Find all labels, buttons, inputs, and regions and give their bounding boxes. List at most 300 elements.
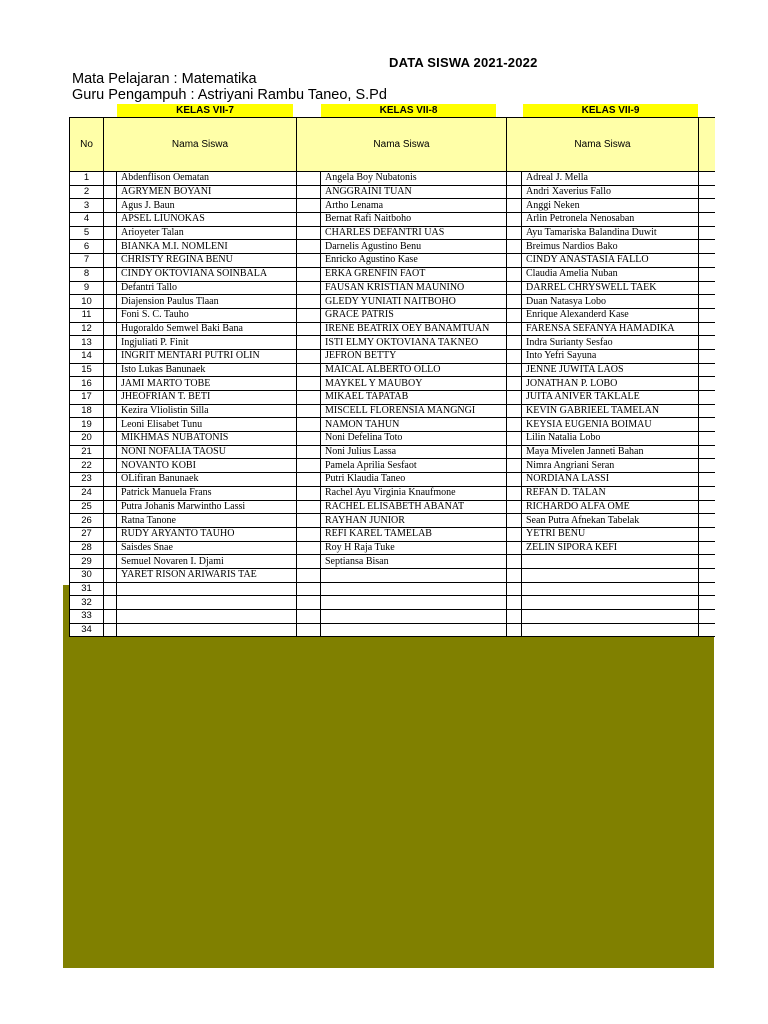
extra-cell bbox=[699, 172, 715, 186]
spacer-cell bbox=[507, 541, 522, 555]
student-name-vii-8: GRACE PATRIS bbox=[321, 308, 507, 322]
student-name-vii-9: YETRI BENU bbox=[522, 527, 699, 541]
spacer-cell bbox=[104, 623, 117, 637]
table-row bbox=[70, 240, 715, 254]
spacer-cell bbox=[297, 281, 321, 295]
student-name-vii-8: CHARLES DEFANTRI UAS bbox=[321, 226, 507, 240]
extra-cell bbox=[699, 322, 715, 336]
student-name-vii-9: Andri Xaverius Fallo bbox=[522, 185, 699, 199]
spacer-cell bbox=[297, 185, 321, 199]
spacer-cell bbox=[104, 418, 117, 432]
student-name-vii-8 bbox=[321, 610, 507, 624]
spacer-cell bbox=[507, 418, 522, 432]
spacer-cell bbox=[297, 404, 321, 418]
student-name-vii-8: ISTI ELMY OKTOVIANA TAKNEO bbox=[321, 336, 507, 350]
table-row bbox=[70, 500, 715, 514]
extra-cell bbox=[699, 281, 715, 295]
extra-cell bbox=[699, 514, 715, 528]
student-name-vii-9: Lilin Natalia Lobo bbox=[522, 432, 699, 446]
spacer-cell bbox=[297, 213, 321, 227]
spacer-cell bbox=[104, 596, 117, 610]
spacer-cell bbox=[297, 459, 321, 473]
table-row bbox=[70, 473, 715, 487]
extra-cell bbox=[699, 568, 715, 582]
student-name-vii-7: BIANKA M.I. NOMLENI bbox=[117, 240, 297, 254]
spacer-cell bbox=[507, 267, 522, 281]
table-row bbox=[70, 281, 715, 295]
spacer-cell bbox=[104, 254, 117, 268]
spacer-cell bbox=[104, 486, 117, 500]
spacer-cell bbox=[507, 432, 522, 446]
spacer-cell bbox=[507, 295, 522, 309]
row-number: 5 bbox=[70, 226, 104, 240]
student-name-vii-9: Claudia Amelia Nuban bbox=[522, 267, 699, 281]
student-name-vii-8 bbox=[321, 596, 507, 610]
student-name-vii-9: Adreal J. Mella bbox=[522, 172, 699, 186]
class-label-vii-8: KELAS VII-8 bbox=[321, 104, 496, 118]
student-name-vii-8: Roy H Raja Tuke bbox=[321, 541, 507, 555]
table-row bbox=[70, 377, 715, 391]
spacer-cell bbox=[104, 527, 117, 541]
spacer-cell bbox=[297, 527, 321, 541]
student-name-vii-9: Maya Mivelen Janneti Bahan bbox=[522, 445, 699, 459]
student-name-vii-7: OLifiran Banunaek bbox=[117, 473, 297, 487]
spacer-cell bbox=[507, 281, 522, 295]
student-name-vii-8 bbox=[321, 582, 507, 596]
student-name-vii-8: Septiansa Bisan bbox=[321, 555, 507, 569]
student-name-vii-8: MIKAEL TAPATAB bbox=[321, 391, 507, 405]
spacer-cell bbox=[297, 377, 321, 391]
student-name-vii-9: FARENSA SEFANYA HAMADIKA bbox=[522, 322, 699, 336]
student-name-vii-9: Breimus Nardios Bako bbox=[522, 240, 699, 254]
spacer-cell bbox=[104, 514, 117, 528]
student-name-vii-7: Defantri Tallo bbox=[117, 281, 297, 295]
row-number: 4 bbox=[70, 213, 104, 227]
extra-cell bbox=[699, 596, 715, 610]
spacer-cell bbox=[297, 582, 321, 596]
spacer-cell bbox=[104, 500, 117, 514]
spacer-cell bbox=[507, 349, 522, 363]
spacer-cell bbox=[507, 213, 522, 227]
student-name-vii-7: RUDY ARYANTO TAUHO bbox=[117, 527, 297, 541]
student-name-vii-8: MISCELL FLORENSIA MANGNGI bbox=[321, 404, 507, 418]
table-row bbox=[70, 213, 715, 227]
extra-cell bbox=[699, 213, 715, 227]
student-name-vii-8: ANGGRAINI TUAN bbox=[321, 185, 507, 199]
extra-cell bbox=[699, 541, 715, 555]
spacer-cell bbox=[104, 226, 117, 240]
student-name-vii-8: Bernat Rafi Naitboho bbox=[321, 213, 507, 227]
table-row bbox=[70, 541, 715, 555]
row-number: 28 bbox=[70, 541, 104, 555]
table-row bbox=[70, 322, 715, 336]
spacer-cell bbox=[104, 445, 117, 459]
spacer-cell bbox=[507, 610, 522, 624]
row-number: 32 bbox=[70, 596, 104, 610]
spacer-cell bbox=[104, 199, 117, 213]
student-name-vii-7: CINDY OKTOVIANA SOINBALA bbox=[117, 267, 297, 281]
row-number: 22 bbox=[70, 459, 104, 473]
spacer-cell bbox=[104, 349, 117, 363]
extra-cell bbox=[699, 391, 715, 405]
student-name-vii-7: Diajension Paulus Tlaan bbox=[117, 295, 297, 309]
table-row bbox=[70, 459, 715, 473]
row-number: 12 bbox=[70, 322, 104, 336]
spacer-cell bbox=[104, 404, 117, 418]
table-row bbox=[70, 445, 715, 459]
table-row bbox=[70, 199, 715, 213]
extra-cell bbox=[699, 404, 715, 418]
spacer-cell bbox=[507, 514, 522, 528]
student-name-vii-9: REFAN D. TALAN bbox=[522, 486, 699, 500]
student-name-vii-9: RICHARDO ALFA OME bbox=[522, 500, 699, 514]
student-name-vii-7: Hugoraldo Semwel Baki Bana bbox=[117, 322, 297, 336]
spacer-cell bbox=[297, 240, 321, 254]
extra-cell bbox=[699, 308, 715, 322]
spacer-cell bbox=[104, 541, 117, 555]
student-name-vii-9: KEVIN GABRIEEL TAMELAN bbox=[522, 404, 699, 418]
student-name-vii-7: YARET RISON ARIWARIS TAE bbox=[117, 568, 297, 582]
table-row bbox=[70, 582, 715, 596]
spacer-cell bbox=[297, 623, 321, 637]
student-name-vii-9 bbox=[522, 582, 699, 596]
student-name-vii-9 bbox=[522, 555, 699, 569]
student-name-vii-8: Pamela Aprilia Sesfaot bbox=[321, 459, 507, 473]
table-row bbox=[70, 418, 715, 432]
row-number: 9 bbox=[70, 281, 104, 295]
spacer-cell bbox=[297, 486, 321, 500]
spacer-cell bbox=[104, 473, 117, 487]
spacer-cell bbox=[297, 336, 321, 350]
spacer-cell bbox=[297, 568, 321, 582]
spacer-cell bbox=[104, 363, 117, 377]
spacer-cell bbox=[507, 185, 522, 199]
student-name-vii-8: Angela Boy Nubatonis bbox=[321, 172, 507, 186]
extra-cell bbox=[699, 610, 715, 624]
olive-background-block bbox=[63, 585, 714, 968]
header-name-vii-8: Nama Siswa bbox=[297, 118, 507, 172]
extra-cell bbox=[699, 377, 715, 391]
spacer-cell bbox=[104, 432, 117, 446]
spacer-cell bbox=[297, 514, 321, 528]
spacer-cell bbox=[297, 555, 321, 569]
spacer-cell bbox=[104, 267, 117, 281]
extra-cell bbox=[699, 295, 715, 309]
table-row bbox=[70, 404, 715, 418]
student-table bbox=[69, 117, 715, 637]
student-name-vii-7: Ingjuliati P. Finit bbox=[117, 336, 297, 350]
extra-cell bbox=[699, 418, 715, 432]
class-label-vii-9: KELAS VII-9 bbox=[523, 104, 698, 118]
spacer-cell bbox=[297, 418, 321, 432]
student-name-vii-8: REFI KAREL TAMELAB bbox=[321, 527, 507, 541]
student-name-vii-7: Agus J. Baun bbox=[117, 199, 297, 213]
student-name-vii-8: ERKA GRENFIN FAOT bbox=[321, 267, 507, 281]
student-name-vii-7: Ratna Tanone bbox=[117, 514, 297, 528]
student-name-vii-8 bbox=[321, 568, 507, 582]
student-name-vii-7: Saisdes Snae bbox=[117, 541, 297, 555]
row-number: 1 bbox=[70, 172, 104, 186]
student-name-vii-9: Sean Putra Afnekan Tabelak bbox=[522, 514, 699, 528]
spacer-cell bbox=[507, 199, 522, 213]
row-number: 17 bbox=[70, 391, 104, 405]
student-name-vii-8: FAUSAN KRISTIAN MAUNINO bbox=[321, 281, 507, 295]
extra-cell bbox=[699, 349, 715, 363]
spacer-cell bbox=[297, 432, 321, 446]
student-name-vii-8: RAYHAN JUNIOR bbox=[321, 514, 507, 528]
spacer-cell bbox=[104, 568, 117, 582]
student-name-vii-8: JEFRON BETTY bbox=[321, 349, 507, 363]
header-name-vii-7: Nama Siswa bbox=[104, 118, 297, 172]
spacer-cell bbox=[104, 281, 117, 295]
student-name-vii-9: Arlin Petronela Nenosaban bbox=[522, 213, 699, 227]
student-name-vii-8: NAMON TAHUN bbox=[321, 418, 507, 432]
spacer-cell bbox=[104, 308, 117, 322]
table-row bbox=[70, 363, 715, 377]
spacer-cell bbox=[297, 267, 321, 281]
extra-cell bbox=[699, 363, 715, 377]
row-number: 11 bbox=[70, 308, 104, 322]
header-extra bbox=[699, 118, 715, 172]
spacer-cell bbox=[297, 596, 321, 610]
student-name-vii-7: MIKHMAS NUBATONIS bbox=[117, 432, 297, 446]
row-number: 27 bbox=[70, 527, 104, 541]
row-number: 14 bbox=[70, 349, 104, 363]
table-header-row bbox=[70, 118, 715, 172]
row-number: 3 bbox=[70, 199, 104, 213]
row-number: 18 bbox=[70, 404, 104, 418]
spacer-cell bbox=[297, 295, 321, 309]
student-name-vii-7: Semuel Novaren I. Djami bbox=[117, 555, 297, 569]
student-name-vii-9: Ayu Tamariska Balandina Duwit bbox=[522, 226, 699, 240]
table-row bbox=[70, 226, 715, 240]
spacer-cell bbox=[507, 596, 522, 610]
spacer-cell bbox=[297, 363, 321, 377]
spacer-cell bbox=[507, 254, 522, 268]
extra-cell bbox=[699, 582, 715, 596]
row-number: 7 bbox=[70, 254, 104, 268]
student-name-vii-7: JHEOFRIAN T. BETI bbox=[117, 391, 297, 405]
spacer-cell bbox=[507, 500, 522, 514]
spacer-cell bbox=[507, 226, 522, 240]
spacer-cell bbox=[104, 377, 117, 391]
student-name-vii-7: INGRIT MENTARI PUTRI OLIN bbox=[117, 349, 297, 363]
spacer-cell bbox=[507, 568, 522, 582]
spacer-cell bbox=[104, 172, 117, 186]
table-row bbox=[70, 267, 715, 281]
table-row bbox=[70, 295, 715, 309]
spacer-cell bbox=[104, 391, 117, 405]
spacer-cell bbox=[104, 610, 117, 624]
class-label-vii-7: KELAS VII-7 bbox=[117, 104, 293, 118]
student-name-vii-7: AGRYMEN BOYANI bbox=[117, 185, 297, 199]
student-name-vii-9: Indra Surianty Sesfao bbox=[522, 336, 699, 350]
extra-cell bbox=[699, 623, 715, 637]
student-name-vii-9: CINDY ANASTASIA FALLO bbox=[522, 254, 699, 268]
table-row bbox=[70, 349, 715, 363]
spacer-cell bbox=[104, 555, 117, 569]
row-number: 29 bbox=[70, 555, 104, 569]
table-row bbox=[70, 555, 715, 569]
table-row bbox=[70, 486, 715, 500]
extra-cell bbox=[699, 445, 715, 459]
header-name-vii-9: Nama Siswa bbox=[507, 118, 699, 172]
spacer-cell bbox=[297, 500, 321, 514]
table-row bbox=[70, 527, 715, 541]
student-name-vii-8: Noni Julius Lassa bbox=[321, 445, 507, 459]
student-name-vii-7: JAMI MARTO TOBE bbox=[117, 377, 297, 391]
extra-cell bbox=[699, 459, 715, 473]
student-name-vii-8: GLEDY YUNIATI NAITBOHO bbox=[321, 295, 507, 309]
teacher-line: Guru Pengampuh : Astriyani Rambu Taneo, S.Pd bbox=[72, 87, 387, 103]
row-number: 30 bbox=[70, 568, 104, 582]
student-name-vii-9: Anggi Neken bbox=[522, 199, 699, 213]
student-name-vii-8: Rachel Ayu Virginia Knaufmone bbox=[321, 486, 507, 500]
student-name-vii-9 bbox=[522, 610, 699, 624]
student-name-vii-7 bbox=[117, 596, 297, 610]
student-name-vii-7: Arioyeter Talan bbox=[117, 226, 297, 240]
spacer-cell bbox=[104, 582, 117, 596]
student-name-vii-8: RACHEL ELISABETH ABANAT bbox=[321, 500, 507, 514]
spacer-cell bbox=[507, 404, 522, 418]
table-row bbox=[70, 391, 715, 405]
extra-cell bbox=[699, 336, 715, 350]
extra-cell bbox=[699, 486, 715, 500]
spacer-cell bbox=[507, 363, 522, 377]
student-name-vii-9: JONATHAN P. LOBO bbox=[522, 377, 699, 391]
row-number: 21 bbox=[70, 445, 104, 459]
extra-cell bbox=[699, 500, 715, 514]
student-name-vii-9: JENNE JUWITA LAOS bbox=[522, 363, 699, 377]
spacer-cell bbox=[507, 322, 522, 336]
spacer-cell bbox=[507, 377, 522, 391]
student-name-vii-9: JUITA ANIVER TAKLALE bbox=[522, 391, 699, 405]
student-name-vii-7: Kezira Vliolistin Silla bbox=[117, 404, 297, 418]
spacer-cell bbox=[507, 308, 522, 322]
student-name-vii-9: KEYSIA EUGENIA BOIMAU bbox=[522, 418, 699, 432]
spacer-cell bbox=[507, 555, 522, 569]
student-name-vii-9: NORDIANA LASSI bbox=[522, 473, 699, 487]
extra-cell bbox=[699, 555, 715, 569]
spacer-cell bbox=[507, 172, 522, 186]
spacer-cell bbox=[297, 322, 321, 336]
spacer-cell bbox=[507, 582, 522, 596]
extra-cell bbox=[699, 185, 715, 199]
table-row bbox=[70, 623, 715, 637]
spacer-cell bbox=[507, 527, 522, 541]
spacer-cell bbox=[297, 473, 321, 487]
student-name-vii-7: NONI NOFALIA TAOSU bbox=[117, 445, 297, 459]
row-number: 15 bbox=[70, 363, 104, 377]
spacer-cell bbox=[104, 240, 117, 254]
table-row bbox=[70, 596, 715, 610]
row-number: 2 bbox=[70, 185, 104, 199]
student-name-vii-9: Into Yefri Sayuna bbox=[522, 349, 699, 363]
table-row bbox=[70, 568, 715, 582]
header-no: No bbox=[70, 118, 104, 172]
student-name-vii-7: Putra Johanis Marwintho Lassi bbox=[117, 500, 297, 514]
extra-cell bbox=[699, 254, 715, 268]
student-name-vii-9 bbox=[522, 623, 699, 637]
row-number: 23 bbox=[70, 473, 104, 487]
row-number: 13 bbox=[70, 336, 104, 350]
student-name-vii-7: Foni S. C. Tauho bbox=[117, 308, 297, 322]
spacer-cell bbox=[507, 391, 522, 405]
student-name-vii-9: ZELIN SIPORA KEFI bbox=[522, 541, 699, 555]
table-row bbox=[70, 514, 715, 528]
student-name-vii-8: MAYKEL Y MAUBOY bbox=[321, 377, 507, 391]
spacer-cell bbox=[297, 391, 321, 405]
student-name-vii-7: Leoni Elisabet Tunu bbox=[117, 418, 297, 432]
student-name-vii-7: Isto Lukas Banunaek bbox=[117, 363, 297, 377]
table-row bbox=[70, 185, 715, 199]
student-name-vii-8: Noni Defelina Toto bbox=[321, 432, 507, 446]
spacer-cell bbox=[104, 213, 117, 227]
row-number: 31 bbox=[70, 582, 104, 596]
extra-cell bbox=[699, 199, 715, 213]
spacer-cell bbox=[297, 254, 321, 268]
row-number: 25 bbox=[70, 500, 104, 514]
spacer-cell bbox=[297, 610, 321, 624]
extra-cell bbox=[699, 226, 715, 240]
spacer-cell bbox=[104, 336, 117, 350]
spacer-cell bbox=[104, 322, 117, 336]
spacer-cell bbox=[297, 445, 321, 459]
student-name-vii-9: Enrique Alexanderd Kase bbox=[522, 308, 699, 322]
student-name-vii-7: Patrick Manuela Frans bbox=[117, 486, 297, 500]
spacer-cell bbox=[104, 185, 117, 199]
spacer-cell bbox=[507, 459, 522, 473]
spacer-cell bbox=[507, 336, 522, 350]
row-number: 8 bbox=[70, 267, 104, 281]
student-name-vii-7: CHRISTY REGINA BENU bbox=[117, 254, 297, 268]
spacer-cell bbox=[507, 623, 522, 637]
row-number: 19 bbox=[70, 418, 104, 432]
spacer-cell bbox=[297, 308, 321, 322]
extra-cell bbox=[699, 473, 715, 487]
student-name-vii-7 bbox=[117, 623, 297, 637]
student-name-vii-8 bbox=[321, 623, 507, 637]
student-name-vii-7 bbox=[117, 582, 297, 596]
table-row bbox=[70, 254, 715, 268]
row-number: 20 bbox=[70, 432, 104, 446]
spacer-cell bbox=[507, 486, 522, 500]
student-name-vii-7: APSEL LIUNOKAS bbox=[117, 213, 297, 227]
spacer-cell bbox=[104, 459, 117, 473]
spacer-cell bbox=[507, 445, 522, 459]
extra-cell bbox=[699, 432, 715, 446]
table-row bbox=[70, 308, 715, 322]
student-name-vii-8: IRENE BEATRIX OEY BANAMTUAN bbox=[321, 322, 507, 336]
spacer-cell bbox=[297, 172, 321, 186]
table-row bbox=[70, 336, 715, 350]
student-name-vii-8: Enricko Agustino Kase bbox=[321, 254, 507, 268]
spacer-cell bbox=[297, 349, 321, 363]
row-number: 6 bbox=[70, 240, 104, 254]
student-name-vii-9: DARREL CHRYSWELL TAEK bbox=[522, 281, 699, 295]
row-number: 34 bbox=[70, 623, 104, 637]
table-row bbox=[70, 172, 715, 186]
row-number: 10 bbox=[70, 295, 104, 309]
spacer-cell bbox=[297, 199, 321, 213]
table-row bbox=[70, 432, 715, 446]
student-name-vii-7: Abdenflison Oematan bbox=[117, 172, 297, 186]
student-name-vii-8: MAICAL ALBERTO OLLO bbox=[321, 363, 507, 377]
student-name-vii-8: Darnelis Agustino Benu bbox=[321, 240, 507, 254]
extra-cell bbox=[699, 267, 715, 281]
subject-line: Mata Pelajaran : Matematika bbox=[72, 71, 257, 87]
student-name-vii-9 bbox=[522, 568, 699, 582]
